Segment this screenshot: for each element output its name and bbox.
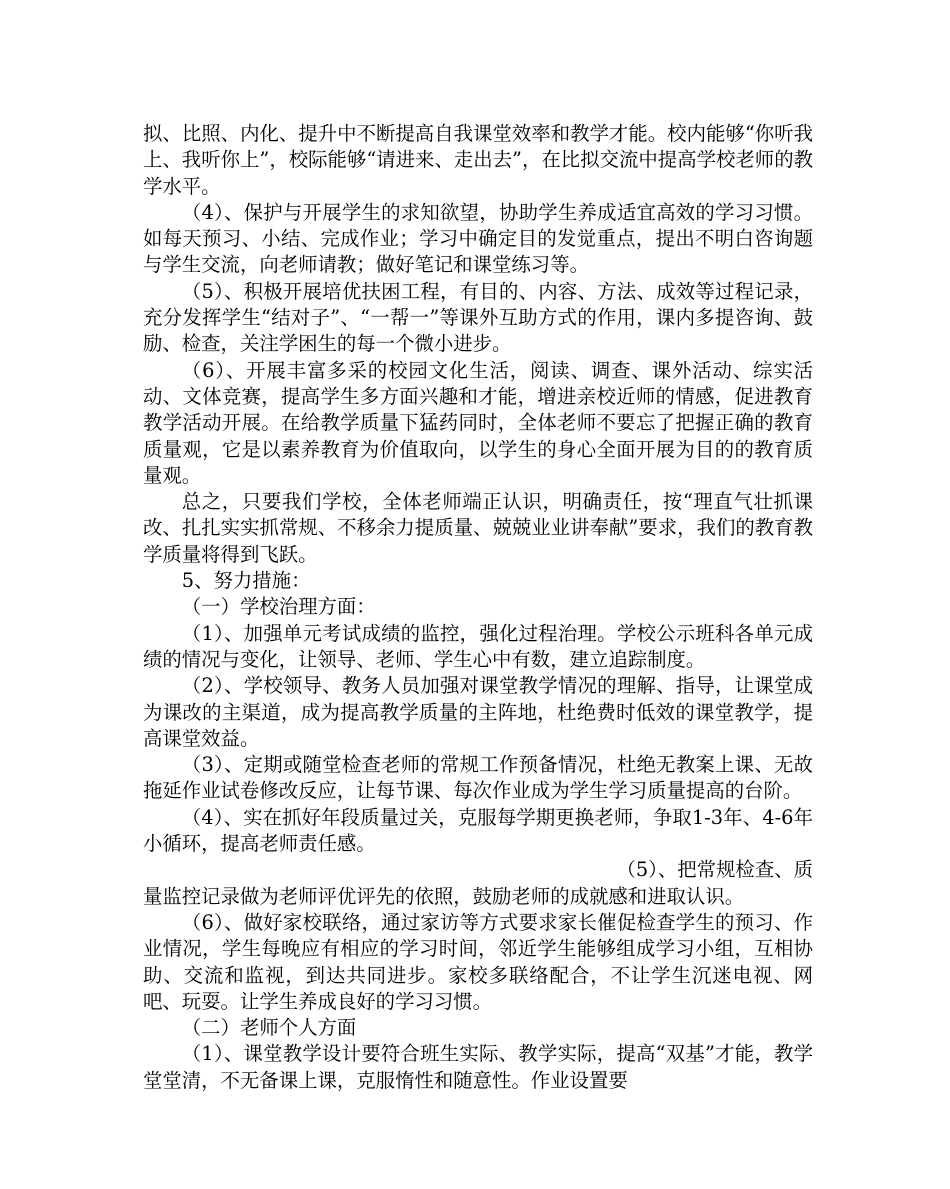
paragraph-8: （2）、学校领导、教务人员加强对课堂教学情况的理解、指导，让课堂成为课改的主渠道，成为提高教学质量的主阵地，杜绝费时低效的课堂教学，提高课堂效益。 [143,674,813,750]
paragraph-2: （5）、积极开展培优扶困工程，有目的、内容、方法、成效等过程记录，充分发挥学生“结对子”、“一帮一”等课外互助方式的作用，课内多提咨询、鼓励、检查，关注学困生的每一个微小进步。 [143,279,813,356]
paragraph-12: （6）、做好家校联络，通过家访等方式要求家长催促检查学生的预习、作业情况，学生每晚应有相应的学习时间，邻近学生能够组成学习小组，互相协助、交流和监视，到达共同进步。家校多联络配合，不让学生沉迷电视、网吧、玩耍。让学生养成良好的学习习惯。 [143,910,813,1013]
paragraph-1: （4）、保护与开展学生的求知欲望，协助学生养成适宜高效的学习习惯。如每天预习、小结、完成作业；学习中确定目的发觉重点，提出不明白咨询题与学生交流，向老师请教；做好笔记和课堂练习等。 [143,200,813,277]
paragraph-10: （4）、实在抓好年段质量过关，克服每学期更换老师，争取1-3年、4-6年小循环，提高老师责任感。 [143,805,813,856]
document-page [143,121,813,1094]
paragraph-13: （二）老师个人方面 [181,1016,357,1040]
paragraph-11-body: 量监控记录做为老师评优评先的依照，鼓励老师的成就感和进取认识。 [143,884,745,908]
paragraph-0: 拟、比照、内化、提升中不断提高自我课堂效率和教学才能。校内能够“你听我上、我听你上”，校际能够“请进来、走出去”，在比拟交流中提高学校老师的教学水平。 [143,122,813,198]
paragraph-4: 总之，只要我们学校，全体老师端正认识，明确责任，按“理直气壮抓课改、扎扎实实抓常规、不移余力提质量、兢兢业业讲奉献”要求，我们的教育教学质量将得到飞跃。 [143,490,813,566]
paragraph-14: （1）、课堂教学设计要符合班生实际、教学实际，提高“双基”才能，教学堂堂清，不无备课上课，克服惰性和随意性。作业设置要 [143,1042,813,1092]
paragraph-9: （3）、定期或随堂检查老师的常规工作预备情况，杜绝无教案上课、无故拖延作业试卷修改反应，让每节课、每次作业成为学生学习质量提高的台阶。 [143,753,813,803]
paragraph-3: （6）、开展丰富多采的校园文化生活，阅读、调查、课外活动、综实活动、文体竞赛，提高学生多方面兴趣和才能，增进亲校近师的情感，促进教育教学活动开展。在给教学质量下猛药同时，全体老师不要忘了把握正确的教育质量观，它是以素养教育为价值取向，以学生的身心全面开展为目的的教育质量观。 [143,358,813,487]
paragraph-11 [143,857,813,910]
paragraph-6: （一）学校治理方面： [181,595,376,619]
paragraph-7: （1）、加强单元考试成绩的监控，强化过程治理。学校公示班科各单元成绩的情况与变化，让领导、老师、学生心中有数，建立追踪制度。 [143,621,813,671]
paragraph-5: 5、努力措施： [181,569,311,593]
paragraph-11-lead: （5）、把常规检查、质 [616,858,813,882]
